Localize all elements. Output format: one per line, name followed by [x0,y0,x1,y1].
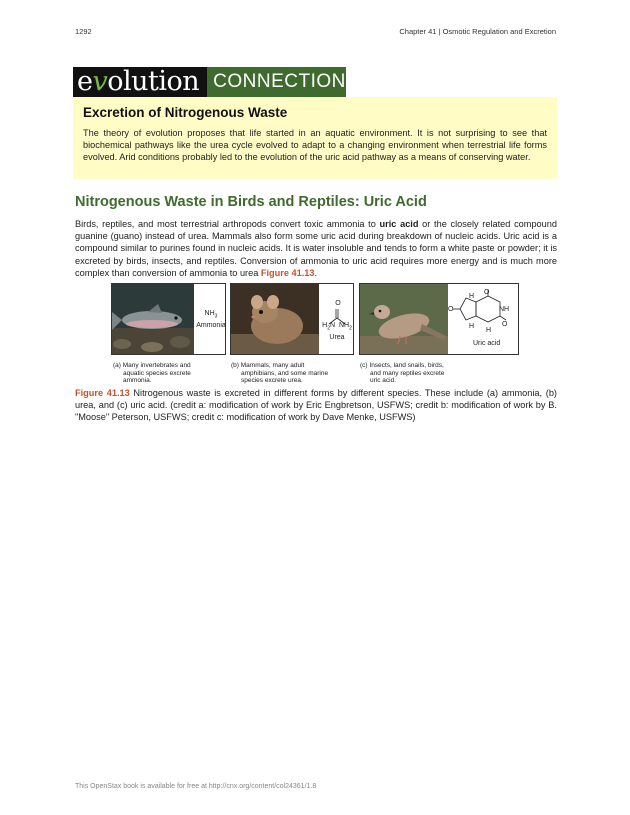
figure-caption [75,387,557,424]
chapter-header: Chapter 41 | Osmotic Regulation and Excretion [399,27,556,36]
ammonia-label: Ammonia [196,322,226,330]
fish-photo [112,284,194,354]
figure-panel-uric-acid [359,283,519,355]
caption-panel-a: (a) Many invertebrates and aquatic species excrete ammonia. [113,362,191,385]
uric-h-1: H [469,293,475,300]
urea-label: Urea [329,334,345,342]
section-heading: Nitrogenous Waste in Birds and Reptiles: Uric Acid [75,194,427,210]
figure-panel-ammonia [111,283,226,355]
urea-oxygen: O [335,300,341,307]
figure-caption-text: Nitrogenous waste is excreted in different forms by different species. These include (a) ammonia, (b) urea, and (c) uric acid. (credit a: modification of work by Eric Engbretson, USFWS; credit b: modification of work by B. "Moose" Peterson, USFWS; credit c: modification of work by Dave Menke, USFWS) [75,388,557,423]
urea-structure [319,284,354,354]
logo-olution: olution [107,66,200,97]
logo-v: v [92,66,108,97]
key-term-uric-acid: uric acid [379,219,419,229]
evolution-callout-box [73,97,557,179]
uric-o-left: O [448,306,454,313]
mouse-photo [231,284,319,354]
logo-e: e [77,66,93,97]
body-text-1: Birds, reptiles, and most terrestrial arthropods convert toxic ammonia to [75,219,380,229]
uric-h-3: H [486,327,492,334]
figure-link[interactable]: Figure 41.13 [260,267,315,278]
connection-label: CONNECTION [207,67,346,97]
callout-title: Excretion of Nitrogenous Waste [83,105,288,120]
callout-body: The theory of evolution proposes that life started in an aquatic environment. It is not surprising to see that biochemical pathways like the urea cycle evolved to adapt to a changing environment when terrestrial life forms evolved. Arid conditions probably led to the evolution of the uric acid pathway as a means of conserving water. [83,128,547,162]
caption-panel-c: (c) Insects, land snails, birds, and many reptiles excrete uric acid. [360,362,445,385]
uric-o-top: O [484,289,490,296]
ammonia-formula: $NH_3$ Ammonia [196,310,226,330]
body-paragraph [75,218,557,279]
uric-nh: NH [499,306,510,313]
uric-acid-label: Uric acid [473,340,501,347]
uric-o-right: O [502,321,508,328]
urea-formula: $H_2N$ $NH_2$ Urea [322,322,352,342]
page-number: 1292 [75,27,92,36]
body-text-end: . [314,267,318,278]
body-text-2: or the closely related compound guanine (guano) instead of urea. Mammals also form some uric acid during breakdown of nucleic acids. Uric acid is a compound similar to purines found in nucleic acids. It is water insoluble and tends to form a white paste or powder; it is excreted by birds, insects, and reptiles. Conversion of ammonia to uric acid requires more energy and is much more complex than conversion of ammonia to urea [75,219,557,278]
page-footer: This OpenStax book is available for free at http://cnx.org/content/col24361/1.8 [75,783,317,790]
uric-h-2: H [469,323,475,330]
figure-panel-urea [230,283,354,355]
caption-panel-b: (b) Mammals, many adult amphibians, and some marine species excrete urea. [231,362,329,385]
figure-caption-label: Figure 41.13 [75,388,130,398]
evolution-connection-banner [73,67,345,97]
bird-photo [360,284,448,354]
evolution-logo [73,67,207,97]
